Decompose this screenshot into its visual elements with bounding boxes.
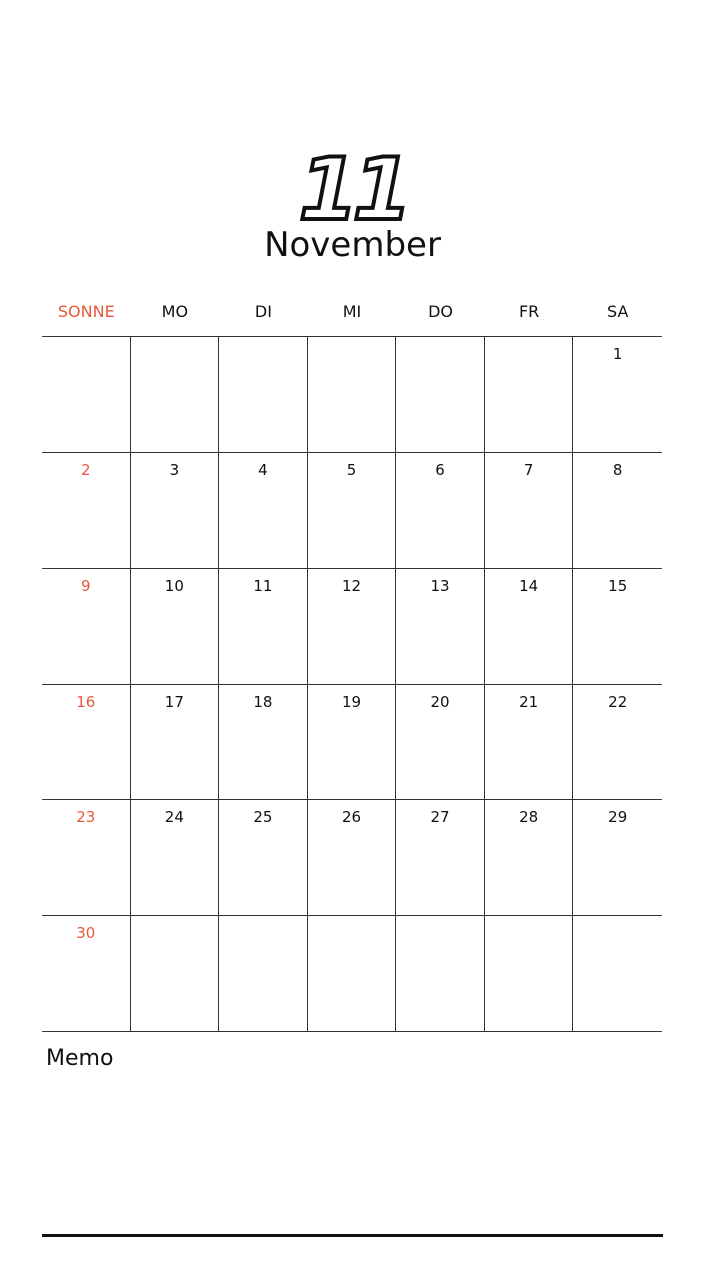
calendar-cell[interactable] — [308, 337, 397, 453]
calendar-grid — [42, 336, 662, 1032]
memo-label: Memo — [46, 1046, 114, 1071]
day-number: 7 — [523, 460, 534, 479]
calendar-cell[interactable] — [131, 337, 220, 453]
calendar-cell[interactable] — [219, 685, 308, 801]
calendar-cell[interactable] — [131, 453, 220, 569]
day-number: 10 — [164, 576, 184, 595]
calendar-cell[interactable] — [396, 337, 485, 453]
calendar-cell[interactable] — [308, 685, 397, 801]
weekday-friday: FR — [518, 302, 540, 321]
calendar-cell[interactable] — [219, 337, 308, 453]
weekday-tuesday: DI — [254, 302, 272, 321]
calendar-cell[interactable] — [396, 569, 485, 685]
day-number: 5 — [346, 460, 357, 479]
day-number: 26 — [341, 808, 362, 827]
calendar-cell[interactable] — [485, 685, 574, 801]
day-number: 24 — [164, 808, 184, 827]
day-number: 1 — [612, 345, 623, 363]
day-number: 17 — [164, 692, 184, 711]
day-number: 21 — [519, 692, 539, 711]
calendar-cell[interactable] — [573, 569, 662, 685]
calendar-cell[interactable] — [42, 916, 131, 1032]
weekday-wednesday: MI — [342, 302, 362, 321]
calendar-cell[interactable] — [485, 569, 574, 685]
calendar-cell[interactable] — [573, 337, 662, 453]
weekday-saturday: SA — [607, 302, 629, 321]
day-number: 14 — [519, 576, 539, 595]
day-number: 11 — [253, 576, 273, 595]
calendar-cell[interactable] — [131, 569, 220, 685]
calendar-cell[interactable] — [42, 337, 131, 453]
calendar-cell[interactable] — [219, 453, 308, 569]
memo-divider — [42, 1234, 663, 1237]
calendar-cell[interactable] — [308, 569, 397, 685]
calendar-cell[interactable] — [219, 800, 308, 916]
weekday-sunday: SONNE — [57, 302, 115, 321]
calendar-cell[interactable] — [131, 685, 220, 801]
calendar-cell[interactable] — [396, 800, 485, 916]
day-number-sunday: 30 — [76, 924, 96, 943]
calendar-cell[interactable] — [42, 453, 131, 569]
calendar-cell[interactable] — [42, 685, 131, 801]
calendar-cell[interactable] — [573, 453, 662, 569]
day-number: 20 — [430, 692, 450, 711]
day-number: 29 — [608, 808, 628, 827]
calendar-cell[interactable] — [42, 800, 131, 916]
calendar-cell[interactable] — [131, 800, 220, 916]
calendar-cell[interactable] — [485, 916, 574, 1032]
day-number: 27 — [430, 808, 450, 827]
calendar-cell[interactable] — [573, 916, 662, 1032]
month-number: 11 — [298, 140, 407, 240]
day-number: 28 — [519, 808, 539, 827]
day-number: 3 — [169, 460, 180, 479]
calendar-cell[interactable] — [308, 453, 397, 569]
calendar-cell[interactable] — [485, 453, 574, 569]
day-number: 19 — [341, 692, 362, 711]
day-number: 22 — [608, 692, 628, 711]
calendar-cell[interactable] — [396, 685, 485, 801]
day-number: 13 — [430, 576, 450, 595]
calendar-cell[interactable] — [573, 800, 662, 916]
day-number: 8 — [612, 460, 623, 479]
day-number: 12 — [341, 576, 362, 595]
calendar-cell[interactable] — [219, 916, 308, 1032]
day-number: 4 — [258, 460, 268, 479]
weekday-thursday: DO — [428, 302, 454, 321]
calendar-cell[interactable] — [308, 916, 397, 1032]
calendar-cell[interactable] — [131, 916, 220, 1032]
calendar-cell[interactable] — [485, 800, 574, 916]
calendar-cell[interactable] — [485, 337, 574, 453]
weekday-monday: MO — [161, 302, 189, 321]
month-name: November — [264, 225, 441, 265]
day-number: 15 — [608, 576, 628, 595]
calendar-cell[interactable] — [396, 453, 485, 569]
day-number: 18 — [253, 692, 273, 711]
calendar-cell[interactable] — [219, 569, 308, 685]
calendar-cell[interactable] — [308, 800, 397, 916]
day-number-sunday: 23 — [76, 808, 96, 827]
calendar-cell[interactable] — [42, 569, 131, 685]
day-number-sunday: 16 — [76, 692, 96, 711]
calendar-cell[interactable] — [573, 685, 662, 801]
day-number: 25 — [253, 808, 273, 827]
day-number-sunday: 2 — [81, 460, 91, 479]
day-number: 6 — [435, 460, 445, 479]
calendar-cell[interactable] — [396, 916, 485, 1032]
weekday-header-row — [42, 296, 662, 328]
day-number-sunday: 9 — [81, 576, 91, 595]
